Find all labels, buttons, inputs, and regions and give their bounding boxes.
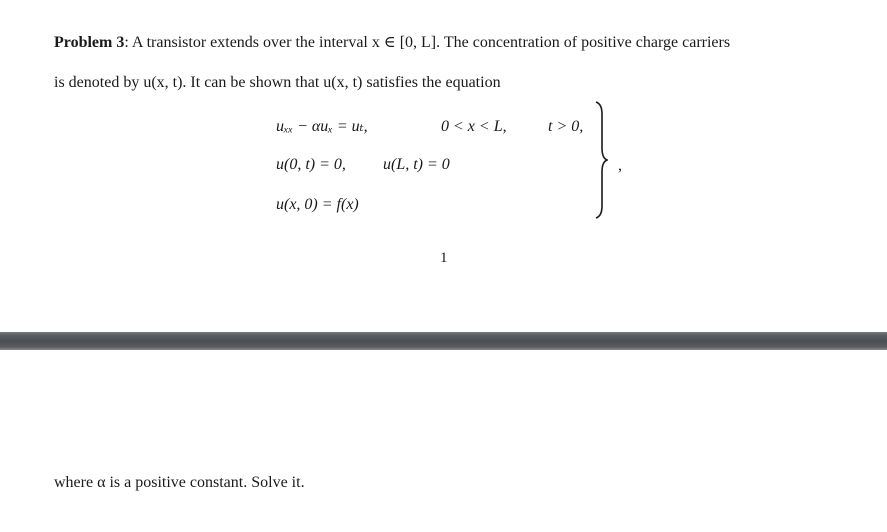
problem-intro-text: : A transistor extends over the interval x ∈ [0, L]. The concentration of positive charge carriers	[124, 34, 731, 51]
initial-condition: u(x, 0) = f(x)	[276, 196, 359, 213]
pde-equation: uₓₓ − αuₓ = uₜ,	[276, 118, 368, 135]
problem-line-1	[54, 33, 730, 53]
page-2	[0, 350, 887, 532]
problem-line-2: is denoted by u(x, t). It can be shown that u(x, t) satisfies the equation	[54, 74, 501, 91]
trailing-comma: ,	[618, 157, 622, 174]
continuation-text: where α is a positive constant. Solve it.	[54, 474, 305, 491]
x-domain-condition: 0 < x < L,	[441, 118, 507, 135]
problem-label: Problem 3	[54, 34, 125, 51]
right-brace-icon	[594, 100, 608, 220]
page-number: 1	[440, 250, 448, 266]
boundary-condition-right: u(L, t) = 0	[383, 156, 450, 173]
boundary-condition-left: u(0, t) = 0,	[276, 156, 346, 173]
page-separator	[0, 332, 887, 350]
t-domain-condition: t > 0,	[548, 118, 584, 135]
